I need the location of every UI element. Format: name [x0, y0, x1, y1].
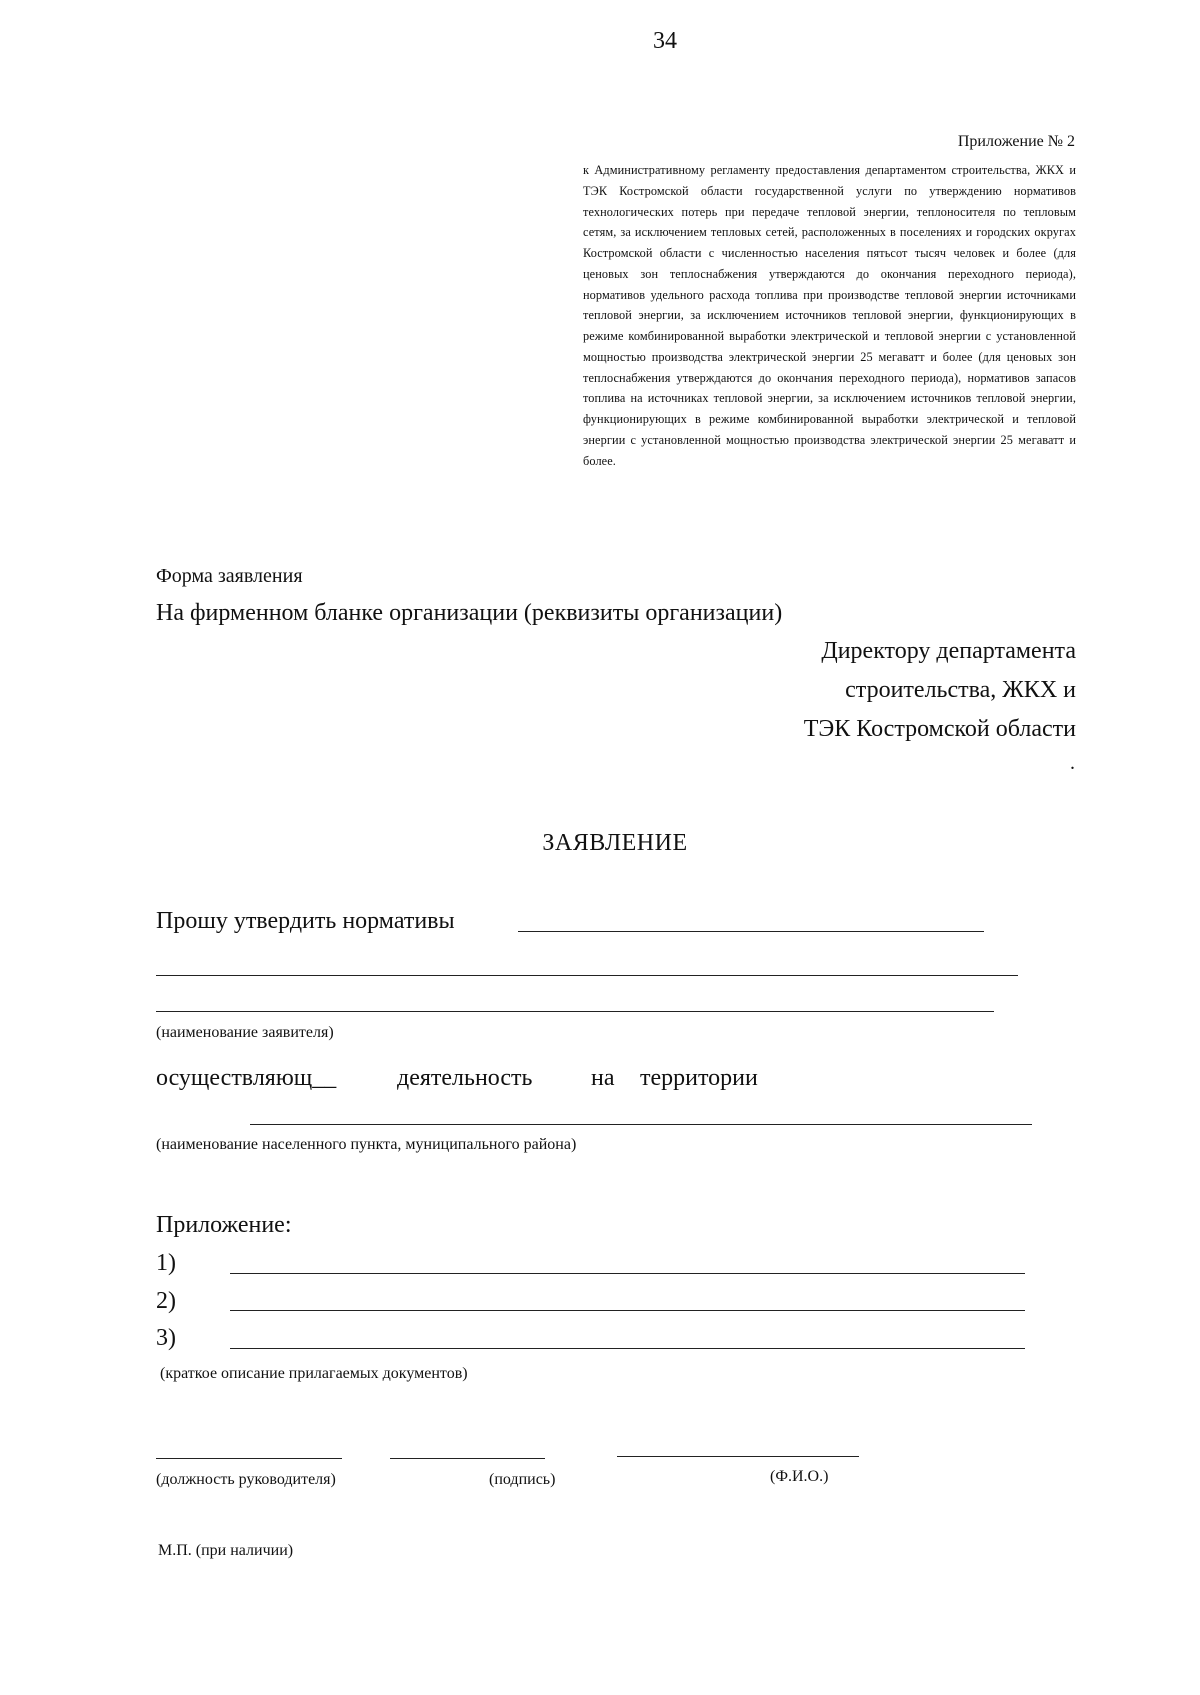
- activity-word-3: на: [591, 1065, 615, 1091]
- position-caption: (должность руководителя): [156, 1471, 336, 1488]
- document-title: ЗАЯВЛЕНИЕ: [542, 830, 688, 856]
- addressee-line-2: строительства, ЖКХ и: [845, 677, 1076, 703]
- attachments-title: Приложение:: [156, 1212, 292, 1238]
- applicant-fill-line-2[interactable]: [156, 1011, 994, 1012]
- applicant-caption: (наименование заявителя): [156, 1024, 334, 1041]
- attachment-fill-line-2[interactable]: [230, 1310, 1025, 1311]
- attachment-number-3: 3): [156, 1325, 176, 1351]
- seal-note: М.П. (при наличии): [158, 1542, 294, 1559]
- position-fill-line[interactable]: [156, 1458, 342, 1459]
- appendix-title: Приложение № 2: [957, 133, 1075, 150]
- addressee-line-3: ТЭК Костромской области: [803, 716, 1076, 742]
- standards-fill-line[interactable]: [518, 931, 984, 932]
- attachment-fill-line-1[interactable]: [230, 1273, 1025, 1274]
- request-text: Прошу утвердить нормативы: [156, 908, 455, 934]
- signature-fill-line[interactable]: [390, 1458, 545, 1459]
- activity-word-2: деятельность: [397, 1065, 533, 1091]
- territory-caption: (наименование населенного пункта, муниципального района): [156, 1136, 577, 1153]
- addressee-dot: .: [1070, 752, 1075, 774]
- applicant-fill-line-1[interactable]: [156, 975, 1018, 976]
- activity-word-4: территории: [640, 1065, 758, 1091]
- activity-word-1: осуществляющ__: [156, 1065, 337, 1091]
- addressee-line-1: Директору департамента: [821, 638, 1076, 664]
- form-label: Форма заявления: [156, 565, 303, 587]
- name-caption: (Ф.И.О.): [770, 1468, 829, 1485]
- attachment-number-1: 1): [156, 1250, 176, 1276]
- letterhead-note: На фирменном бланке организации (реквизиты организации): [156, 600, 783, 626]
- attachment-number-2: 2): [156, 1288, 176, 1314]
- territory-fill-line[interactable]: [250, 1124, 1032, 1125]
- name-fill-line[interactable]: [617, 1456, 859, 1457]
- attachments-caption: (краткое описание прилагаемых документов): [160, 1365, 468, 1382]
- appendix-text: к Административному регламенту предоставления департаментом строительства, ЖКХ и ТЭК Костромской области государственной услуги по утверждению нормативов технологических потерь при передаче тепловой энергии, теплоносителя по тепловым сетям, за исключением тепловых сетей, расположенных в поселениях и городских округах Костромской области с численностью населения пятьсот тысяч человек и более (для ценовых зон теплоснабжения утверждаются до окончания переходного периода), нормативов удельного расхода топлива при производстве тепловой энергии источниками тепловой энергии, за исключением источников тепловой энергии, функционирующих в режиме комбинированной выработки электрической и тепловой энергии с установленной мощностью производства электрической энергии 25 мегаватт и более (для ценовых зон теплоснабжения утверждаются до окончания переходного периода), нормативов запасов топлива на источниках тепловой энергии, за исключением источников тепловой энергии, функционирующих в режиме комбинированной выработки электрической и тепловой энергии с установленной мощностью производства электрической энергии 25 мегаватт и более.: [583, 163, 1076, 468]
- page-number: 34: [653, 28, 677, 54]
- attachment-fill-line-3[interactable]: [230, 1348, 1025, 1349]
- signature-caption: (подпись): [489, 1471, 556, 1488]
